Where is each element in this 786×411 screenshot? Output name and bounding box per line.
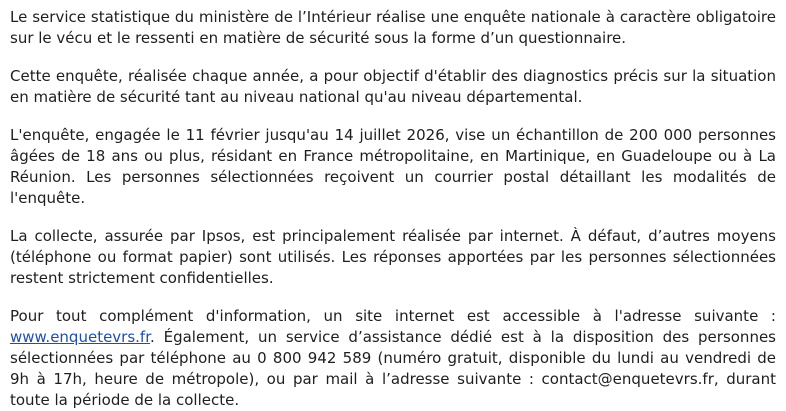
- contact-text-before-link: Pour tout complément d'information, un site internet est accessible à l'adresse suivante :: [10, 307, 776, 325]
- paragraph-sample: L'enquête, engagée le 11 février jusqu'au 14 juillet 2026, vise un échantillon de 200 000 personnes âgées de 18 ans ou plus, résidant en France métropolitaine, en Martinique, en Guadeloupe ou à La Réunion. Les personnes sélectionnées reçoivent un courrier postal détaillant les modalités de l'enquête.: [10, 126, 776, 207]
- website-link[interactable]: www.enquetevrs.fr: [10, 328, 150, 346]
- contact-text-after-link: . Également, un service d’assistance dédié est à la disposition des personnes sélectionnées par téléphone au 0 800 942 589 (numéro gratuit, disponible du lundi au vendredi de 9h à 17h, heure de métropole), ou par mail à l’adresse suivante : contact@enquetevrs.fr, durant toute la période de la collecte.: [10, 328, 776, 409]
- document-body: [10, 7, 776, 411]
- paragraph-contact: [10, 306, 776, 411]
- paragraph-collection: La collecte, assurée par Ipsos, est principalement réalisée par internet. À défaut, d’autres moyens (téléphone ou format papier) sont utilisés. Les réponses apportées par les personnes sélectionnées restent strictement confidentielles.: [10, 227, 776, 287]
- paragraph-intro: Le service statistique du ministère de l’Intérieur réalise une enquête nationale à caractère obligatoire sur le vécu et le ressenti en matière de sécurité sous la forme d’un questionnaire.: [10, 8, 776, 47]
- paragraph-objective: Cette enquête, réalisée chaque année, a pour objectif d'établir des diagnostics précis sur la situation en matière de sécurité tant au niveau national qu'au niveau départemental.: [10, 67, 776, 106]
